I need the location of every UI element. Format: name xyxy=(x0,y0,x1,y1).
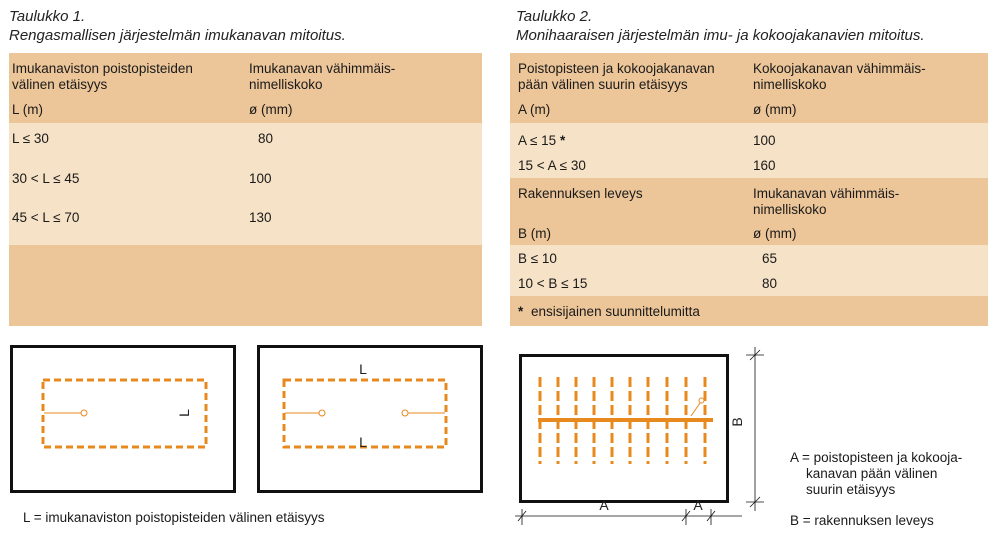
legend-A-line1: A = poistopisteen ja kokooja- xyxy=(790,450,963,465)
legend-A xyxy=(790,450,962,498)
table2-header-b-col2-line2: nimelliskoko xyxy=(753,202,827,217)
table1-header-col2 xyxy=(249,61,395,93)
table2-footnote xyxy=(510,296,988,326)
outlet-point xyxy=(699,398,704,403)
ring-diagram-single xyxy=(10,345,236,493)
table2-unit-b-col2: ø (mm) xyxy=(753,226,797,241)
table2-caption-title: Monihaaraisen järjestelmän imu- ja kokoojakanavien mitoitus. xyxy=(516,27,925,44)
label-A-end: A xyxy=(693,497,703,513)
outlet-point xyxy=(319,410,325,416)
table2-row-range: 10 < B ≤ 15 xyxy=(518,276,588,291)
table1-row-size: 80 xyxy=(258,131,274,146)
table2-header-b-col2-line1: Imukanavan vähimmäis- xyxy=(753,186,900,201)
building-outline xyxy=(12,347,235,492)
label-A-main: A xyxy=(599,497,609,513)
table2-header-b-col2 xyxy=(753,186,899,218)
table2-header-a-col2 xyxy=(753,61,926,93)
table2-header-a xyxy=(510,53,988,123)
table2-footnote-mark: * xyxy=(518,304,524,319)
table2-unit-a-col1: A (m) xyxy=(518,102,551,117)
table2-header-a-col2-line1: Kokoojakanavan vähimmäis- xyxy=(753,61,926,76)
table1-row-range: 45 < L ≤ 70 xyxy=(12,210,80,225)
table2-body-a xyxy=(510,123,988,178)
legend-B: B = rakennuksen leveys xyxy=(790,513,934,528)
table1-header xyxy=(9,53,482,123)
table2-row-range: 15 < A ≤ 30 xyxy=(518,158,586,173)
table2-row-range: B ≤ 10 xyxy=(518,251,557,266)
outlet-point xyxy=(402,410,408,416)
building-outline xyxy=(521,356,728,502)
table2-unit-a-col2: ø (mm) xyxy=(753,102,797,117)
table1-caption-title: Rengasmallisen järjestelmän imukanavan mitoitus. xyxy=(9,27,346,44)
table2-row-mark: * xyxy=(559,133,566,148)
label-L: L xyxy=(176,409,192,417)
table2-header-a-col1-line1: Poistopisteen ja kokoojakanavan xyxy=(518,61,715,76)
table1-row-size: 130 xyxy=(249,210,272,225)
table2-row-size: 65 xyxy=(762,251,778,266)
table1-unit-col1: L (m) xyxy=(12,102,43,117)
table2-row-size: 80 xyxy=(762,276,778,291)
table1-row-range: L ≤ 30 xyxy=(12,131,49,146)
table1-header-col1-line1: Imukanaviston poistopisteiden xyxy=(12,61,193,76)
table2-header-a-col2-line2: nimelliskoko xyxy=(753,77,827,92)
table2-caption xyxy=(516,7,925,45)
table1-header-col2-line1: Imukanavan vähimmäis- xyxy=(249,61,396,76)
table2-header-a-col1 xyxy=(518,61,715,93)
outlet-point xyxy=(81,410,87,416)
legend-A-line2: kanavan pään välinen xyxy=(806,466,938,481)
table2-row-size: 160 xyxy=(753,158,776,173)
table1-row-range: 30 < L ≤ 45 xyxy=(12,171,80,186)
table1-header-col1 xyxy=(12,61,193,93)
table1-filler xyxy=(9,245,482,326)
table2-footnote-content xyxy=(518,304,700,320)
table2-header-b-col1: Rakennuksen leveys xyxy=(518,186,643,201)
building-outline xyxy=(259,347,482,492)
table1 xyxy=(9,53,482,326)
table2-unit-b-col1: B (m) xyxy=(518,226,551,241)
legend-A-line3: suurin etäisyys xyxy=(806,482,896,497)
label-L-top: L xyxy=(359,361,367,377)
table2-body-b xyxy=(510,245,988,296)
label-L-bottom: L xyxy=(359,434,367,450)
table2-caption-number: Taulukko 2. xyxy=(516,8,593,25)
table2-footnote-text: ensisijainen suunnittelumitta xyxy=(531,304,700,319)
table2-header-b xyxy=(510,178,988,245)
table1-caption-number: Taulukko 1. xyxy=(9,8,86,25)
table2-header-a-col1-line2: pään välinen suurin etäisyys xyxy=(518,77,688,92)
table1-unit-col2: ø (mm) xyxy=(249,102,293,117)
table2 xyxy=(510,53,988,326)
outlet-branch xyxy=(691,403,700,416)
table2-row-size: 100 xyxy=(753,133,776,148)
branch-diagram xyxy=(510,345,772,530)
table1-header-col2-line2: nimelliskoko xyxy=(249,77,323,92)
legend-L: L = imukanaviston poistopisteiden välinen etäisyys xyxy=(23,510,325,525)
label-B: B xyxy=(729,417,745,427)
table1-header-col1-line2: välinen etäisyys xyxy=(12,77,108,92)
table2-row-range xyxy=(518,133,565,149)
table2-row-range-text: A ≤ 15 xyxy=(518,133,557,148)
table1-row-size: 100 xyxy=(249,171,272,186)
ring-diagram-double xyxy=(257,345,483,493)
table1-caption xyxy=(9,7,346,45)
